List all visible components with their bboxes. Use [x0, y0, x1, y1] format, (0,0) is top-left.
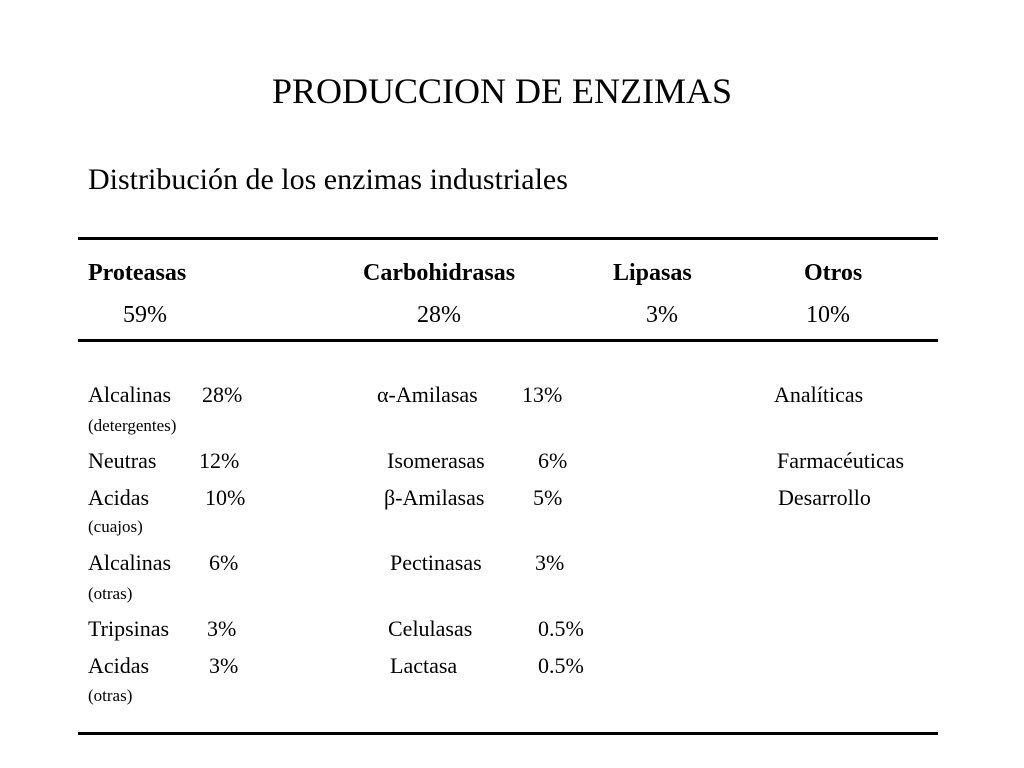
otros-item: Desarrollo	[778, 485, 871, 510]
proteasa-note: (otras)	[88, 584, 133, 603]
bottom-rule	[78, 732, 938, 735]
proteasa-value: 6%	[209, 550, 239, 575]
proteasa-note: (otras)	[88, 686, 133, 705]
carbohidrasa-value: 6%	[538, 448, 568, 473]
page-subtitle: Distribución de los enzimas industriales	[88, 163, 568, 196]
proteasa-value: 3%	[207, 616, 237, 641]
carbohidrasa-value: 0.5%	[538, 616, 584, 641]
carbohidrasa-name: Lactasa	[390, 653, 458, 678]
category-lipasas: Lipasas	[613, 260, 692, 286]
top-rule	[78, 237, 938, 240]
proteasa-note: (detergentes)	[88, 416, 177, 435]
proteasa-value: 3%	[209, 653, 239, 678]
proteasa-value: 28%	[202, 382, 243, 407]
carbohidrasa-name: Pectinasas	[390, 550, 482, 575]
proteasa-name: Alcalinas	[88, 382, 172, 407]
proteasa-value: 10%	[205, 485, 246, 510]
percent-otros: 10%	[806, 302, 850, 328]
proteasa-name: Acidas	[88, 653, 150, 678]
category-carbohidrasas: Carbohidrasas	[363, 260, 516, 286]
proteasa-name: Alcalinas	[88, 550, 172, 575]
carbohidrasa-value: 0.5%	[538, 653, 584, 678]
otros-item: Analíticas	[774, 382, 864, 407]
percent-lipasas: 3%	[646, 302, 678, 328]
carbohidrasa-name: α-Amilasas	[377, 382, 478, 407]
carbohidrasa-name: Celulasas	[388, 616, 473, 641]
category-otros: Otros	[804, 260, 863, 286]
proteasa-name: Acidas	[88, 485, 150, 510]
category-proteasas: Proteasas	[88, 260, 187, 286]
carbohidrasa-name: β-Amilasas	[384, 485, 485, 510]
carbohidrasa-value: 13%	[522, 382, 563, 407]
proteasa-name: Neutras	[88, 448, 157, 473]
page-title: PRODUCCION DE ENZIMAS	[271, 71, 733, 111]
otros-item: Farmacéuticas	[777, 448, 905, 473]
proteasa-value: 12%	[199, 448, 240, 473]
header-rule	[78, 339, 938, 342]
carbohidrasa-value: 3%	[535, 550, 565, 575]
percent-proteasas: 59%	[123, 302, 167, 328]
proteasa-name: Tripsinas	[88, 616, 170, 641]
carbohidrasa-name: Isomerasas	[387, 448, 485, 473]
carbohidrasa-value: 5%	[533, 485, 563, 510]
percent-carbohidrasas: 28%	[417, 302, 461, 328]
proteasa-note: (cuajos)	[88, 517, 143, 536]
